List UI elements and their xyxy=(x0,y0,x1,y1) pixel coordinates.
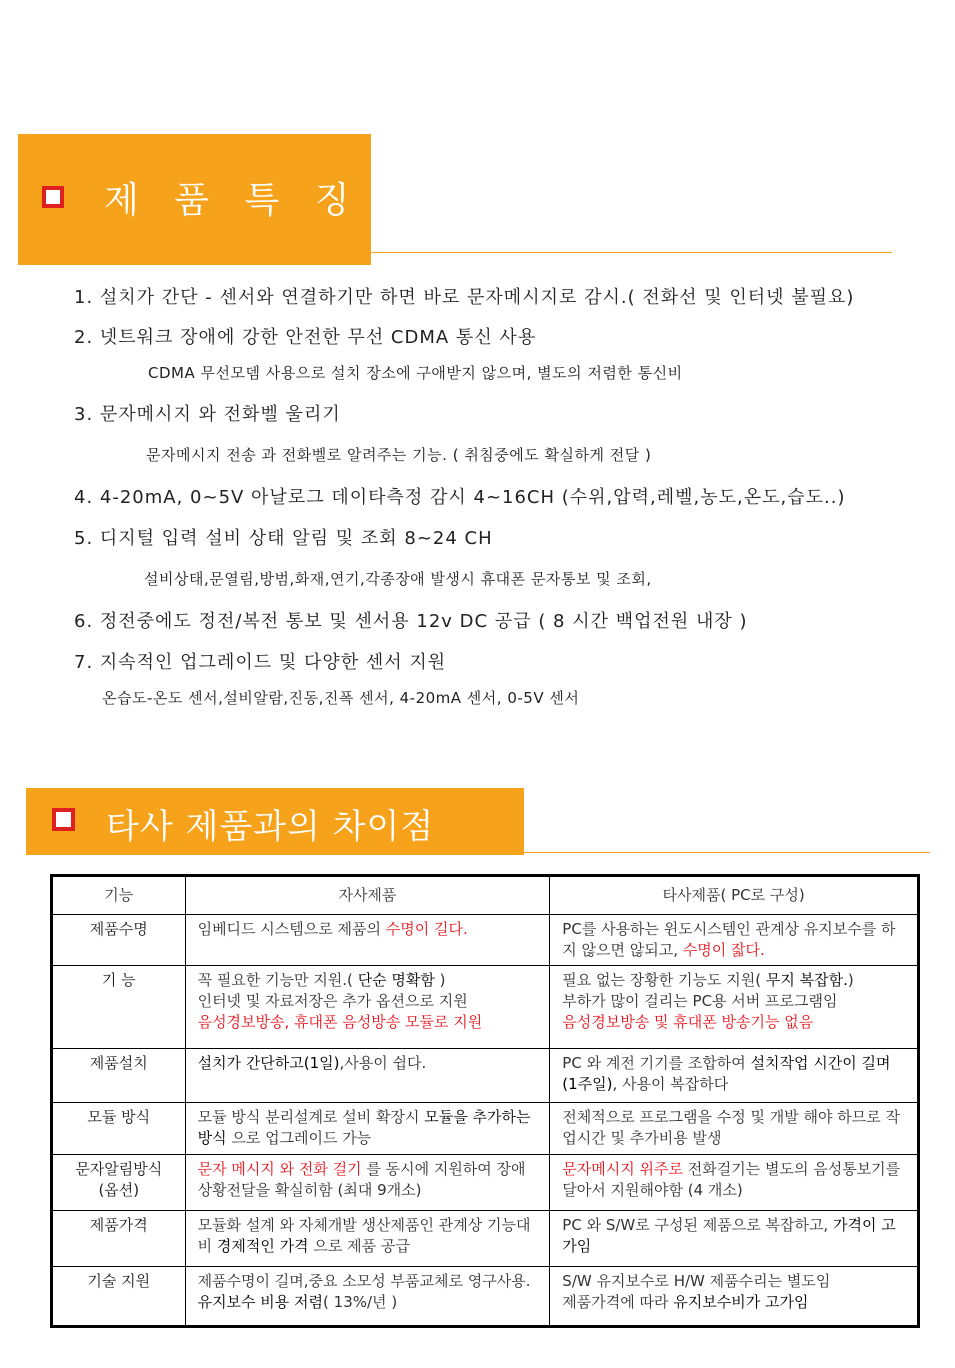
cell-text: 모듈을 추가하는 방식 xyxy=(197,1108,531,1147)
feature-sub-5: 설비상태,문열림,방범,화재,연기,각종장애 발생시 휴대폰 문자통보 및 조회, xyxy=(144,570,652,588)
cell-text: ) xyxy=(847,971,854,989)
cell-text: 음성경보방송, 휴대폰 음성방송 모듈로 지원 xyxy=(197,1013,483,1031)
cell-text: 제품가격에 따라 xyxy=(562,1293,674,1311)
cell-text: ( 13%/년 ) xyxy=(323,1293,398,1311)
cell-text: 무지 복잡함. xyxy=(765,971,848,989)
table-row xyxy=(52,1103,919,1155)
row-label xyxy=(52,1103,186,1155)
cell-text: 인터넷 및 자료저장은 추가 옵션으로 지원 xyxy=(197,992,468,1010)
feature-item-7: 7. 지속적인 업그레이드 및 다양한 센서 지원 xyxy=(74,652,447,673)
ours-cell xyxy=(185,1211,550,1267)
theirs-cell xyxy=(550,966,919,1049)
cell-text: PC를 사용하는 윈도시스템인 관계상 유지보수를 하지 않으면 않되고, xyxy=(562,920,896,959)
row-label-text: (옵션) xyxy=(98,1181,140,1199)
ours-cell xyxy=(185,1155,550,1211)
header-ours: 자사제품 xyxy=(185,876,550,915)
cell-text: 으로 제품 공급 xyxy=(308,1237,410,1255)
feature-item-2: 2. 넷트워크 장애에 강한 안전한 무선 CDMA 통신 사용 xyxy=(74,327,537,348)
table-row xyxy=(52,1049,919,1103)
row-label xyxy=(52,966,186,1049)
cell-text: 경제적인 가격 xyxy=(216,1237,309,1255)
cell-text: 가격이 고가임 xyxy=(562,1216,896,1255)
feature-item-5: 5. 디지털 입력 설비 상태 알림 및 조회 8~24 CH xyxy=(74,528,493,549)
cell-text: 수명이 잛다. xyxy=(682,941,765,959)
cell-text: 문자 메시지 와 전화 걸기 xyxy=(197,1160,362,1178)
ours-cell xyxy=(185,1267,550,1327)
cell-text: 단순 명확함 xyxy=(357,971,435,989)
cell-text: 꼭 필요한 기능만 지원.( xyxy=(197,971,358,989)
cell-text: S/W 유지보수로 H/W 제품수리는 별도임 xyxy=(562,1272,831,1290)
row-label xyxy=(52,1211,186,1267)
table-header-row xyxy=(52,876,919,915)
cell-text: ,사용이 쉽다. xyxy=(339,1054,427,1072)
row-label xyxy=(52,915,186,966)
cell-text: PC 와 S/W로 구성된 제품으로 복잡하고, xyxy=(562,1216,833,1234)
cell-text: 제품수명이 길며,중요 소모성 부품교체로 영구사용. xyxy=(197,1272,531,1290)
row-label-text: 문자알림방식 xyxy=(75,1160,163,1178)
row-label xyxy=(52,1155,186,1211)
header-function: 기능 xyxy=(52,876,186,915)
feature-item-6: 6. 정전중에도 정전/복전 통보 및 센서용 12v DC 공급 ( 8 시간 백업전원 내장 ) xyxy=(74,611,748,632)
cell-text: 음성경보방송 및 휴대폰 방송기능 없음 xyxy=(562,1013,814,1031)
theirs-cell xyxy=(550,1049,919,1103)
section2-title: 타사 제품과의 차이점 xyxy=(106,807,435,847)
row-label-text: 모듈 방식 xyxy=(87,1108,151,1126)
cell-text: 으로 업그레이드 가능 xyxy=(226,1129,372,1147)
ours-cell xyxy=(185,915,550,966)
header-theirs: 타사제품( PC로 구성) xyxy=(550,876,919,915)
feature-sub-3: 문자메시지 전송 과 전화벨로 알려주는 기능. ( 취침중에도 확실하게 전달 ) xyxy=(146,446,652,464)
row-label xyxy=(52,1267,186,1327)
feature-item-3: 3. 문자메시지 와 전화벨 울리기 xyxy=(74,404,341,425)
table-row xyxy=(52,1155,919,1211)
checkbox-bullet-icon xyxy=(42,186,64,208)
section2-rule xyxy=(524,852,930,853)
theirs-cell xyxy=(550,1155,919,1211)
cell-text: , 사용이 복잡하다 xyxy=(612,1075,729,1093)
cell-text: 전체적으로 프로그램을 수정 및 개발 해야 하므로 작업시간 및 추가비용 발생 xyxy=(562,1108,900,1147)
theirs-cell xyxy=(550,1103,919,1155)
cell-text: 설치작업 시간이 길며 (1주일) xyxy=(562,1054,891,1093)
cell-text: 를 동시에 지원하여 장애 상황전달을 확실히함 (최대 9개소) xyxy=(197,1160,526,1199)
row-label-text: 제품가격 xyxy=(89,1216,148,1234)
feature-sub-2: CDMA 무선모뎀 사용으로 설치 장소에 구애받지 않으며, 별도의 저렴한 통신비 xyxy=(148,364,683,382)
ours-cell xyxy=(185,1049,550,1103)
comparison-table xyxy=(50,874,920,1328)
theirs-cell xyxy=(550,1211,919,1267)
row-label-text: 기술 지원 xyxy=(87,1272,151,1290)
table-row xyxy=(52,966,919,1049)
cell-text: 문자메시지 위주로 xyxy=(562,1160,683,1178)
cell-text: 수명이 길다. xyxy=(385,920,468,938)
cell-text: 유지보수 비용 저렴 xyxy=(197,1293,324,1311)
cell-text: PC 와 계전 기기를 조합하여 xyxy=(562,1054,751,1072)
cell-text: 유지보수비가 고가임 xyxy=(673,1293,809,1311)
table-row xyxy=(52,1267,919,1327)
table-row xyxy=(52,1211,919,1267)
cell-text: 모듈화 설계 와 자체개발 생산제품인 관계상 기능대비 xyxy=(197,1216,531,1255)
theirs-cell xyxy=(550,915,919,966)
table-row xyxy=(52,915,919,966)
feature-item-1: 1. 설치가 간단 - 센서와 연결하기만 하면 바로 문자메시지로 감시.( 전화선 및 인터넷 불필요) xyxy=(74,287,855,308)
cell-text: 설치가 간단하고(1일) xyxy=(197,1054,340,1072)
theirs-cell xyxy=(550,1267,919,1327)
row-label-text: 제품설치 xyxy=(89,1054,148,1072)
cell-text: 부하가 많이 걸리는 PC용 서버 프로그램임 xyxy=(562,992,838,1010)
ours-cell xyxy=(185,966,550,1049)
row-label xyxy=(52,1049,186,1103)
checkbox-bullet-icon xyxy=(52,808,75,831)
cell-text: 모듈 방식 분리설계로 설비 확장시 xyxy=(197,1108,425,1126)
cell-text: 임베디드 시스템으로 제품의 xyxy=(197,920,386,938)
row-label-text: 제품수명 xyxy=(89,920,148,938)
cell-text: 전화걸기는 별도의 음성통보기를 달아서 지원해야함 (4 개소) xyxy=(562,1160,901,1199)
row-label-text: 기 능 xyxy=(101,971,136,989)
feature-item-4: 4. 4-20mA, 0~5V 아날로그 데이타측정 감시 4~16CH (수위,압력,레벨,농도,온도,습도..) xyxy=(74,487,846,508)
ours-cell xyxy=(185,1103,550,1155)
feature-sub-7: 온습도-온도 센서,설비알람,진동,진폭 센서, 4-20mA 센서, 0-5V 센서 xyxy=(102,689,580,707)
cell-text: ) xyxy=(434,971,446,989)
cell-text: 필요 없는 장황한 기능도 지원( xyxy=(562,971,766,989)
section1-title: 제 품 특 징 xyxy=(104,180,362,221)
section1-rule xyxy=(371,252,892,253)
